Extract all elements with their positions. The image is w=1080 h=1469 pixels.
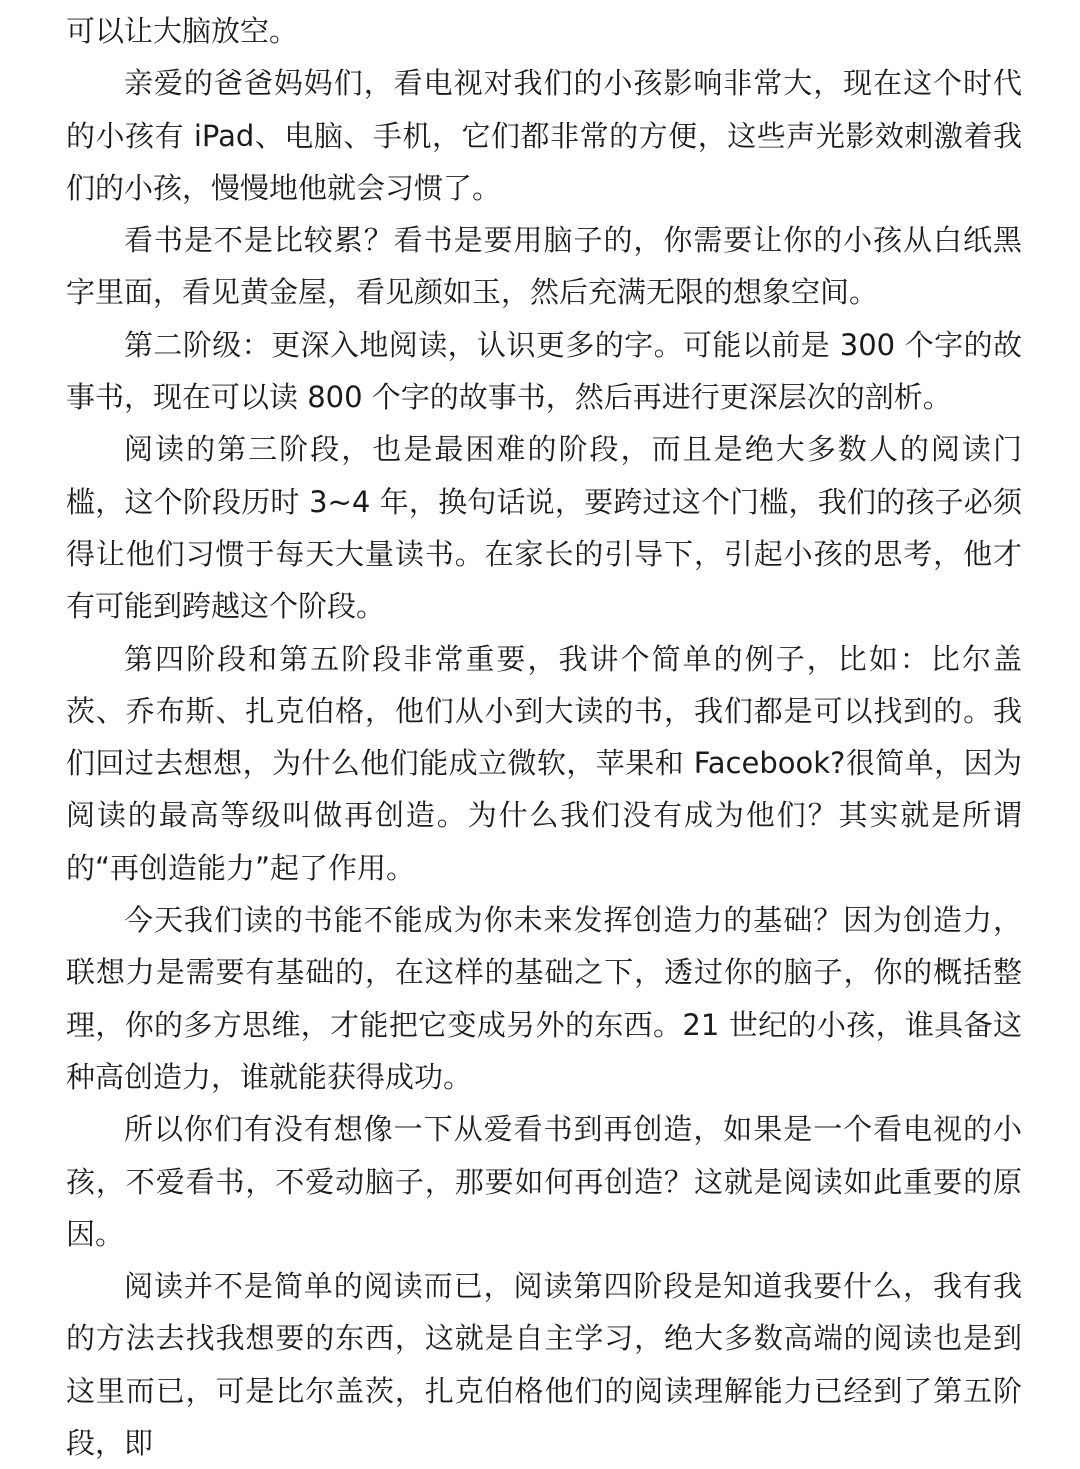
paragraph-tv-influence: 亲爱的爸爸妈妈们，看电视对我们的小孩影响非常大，现在这个时代的小孩有 iPad、电脑、手机，它们都非常的方便，这些声光影效刺激着我们的小孩，慢慢地他就会习惯了。 <box>66 66 1022 205</box>
paragraph-stage-two: 第二阶级：更深入地阅读，认识更多的字。可能以前是 300 个字的故事书，现在可以读 800 个字的故事书，然后再进行更深层次的剖析。 <box>66 327 1022 415</box>
paragraph-reading-importance: 所以你们有没有想像一下从爱看书到再创造，如果是一个看电视的小孩，不爱看书，不爱动脑子，那要如何再创造？这就是阅读如此重要的原因。 <box>66 1112 1022 1251</box>
document-page <box>0 5 1080 1461</box>
paragraph-stage-three: 阅读的第三阶段，也是最困难的阶段，而且是绝大多数人的阅读门槛，这个阶段历时 3~4 年，换句话说，要跨过这个门槛，我们的孩子必须得让他们习惯于每天大量读书。在家长的引导下，引起小孩的思考，他才有可能到跨越这个阶段。 <box>66 432 1022 624</box>
paragraph-reading-effort: 看书是不是比较累？看书是要用脑子的，你需要让你的小孩从白纸黑字里面，看见黄金屋，看见颜如玉，然后充满无限的想象空间。 <box>66 223 1022 310</box>
paragraph-creativity-foundation: 今天我们读的书能不能成为你未来发挥创造力的基础？因为创造力，联想力是需要有基础的，在这样的基础之下，透过你的脑子，你的概括整理，你的多方思维，才能把它变成另外的东西。21 世纪的小孩，谁具备这种高创造力，谁就能获得成功。 <box>66 903 1022 1094</box>
paragraph-stage-four-five: 第四阶段和第五阶段非常重要，我讲个简单的例子，比如：比尔盖茨、乔布斯、扎克伯格，他们从小到大读的书，我们都是可以找到的。我们回过去想想，为什么他们能成立微软，苹果和 Facebook?很简单，因为阅读的最高等级叫做再创造。为什么我们没有成为他们？其实就是所谓的“再创造能力”起了作用。 <box>66 641 1022 885</box>
paragraph-self-learning: 阅读并不是简单的阅读而已，阅读第四阶段是知道我要什么，我有我的方法去找我想要的东西，这就是自主学习，绝大多数高端的阅读也是到这里而已，可是比尔盖茨，扎克伯格他们的阅读理解能力已经到了第五阶段，即 <box>66 1269 1022 1461</box>
paragraph-continued: 可以让大脑放空。 <box>66 14 299 48</box>
